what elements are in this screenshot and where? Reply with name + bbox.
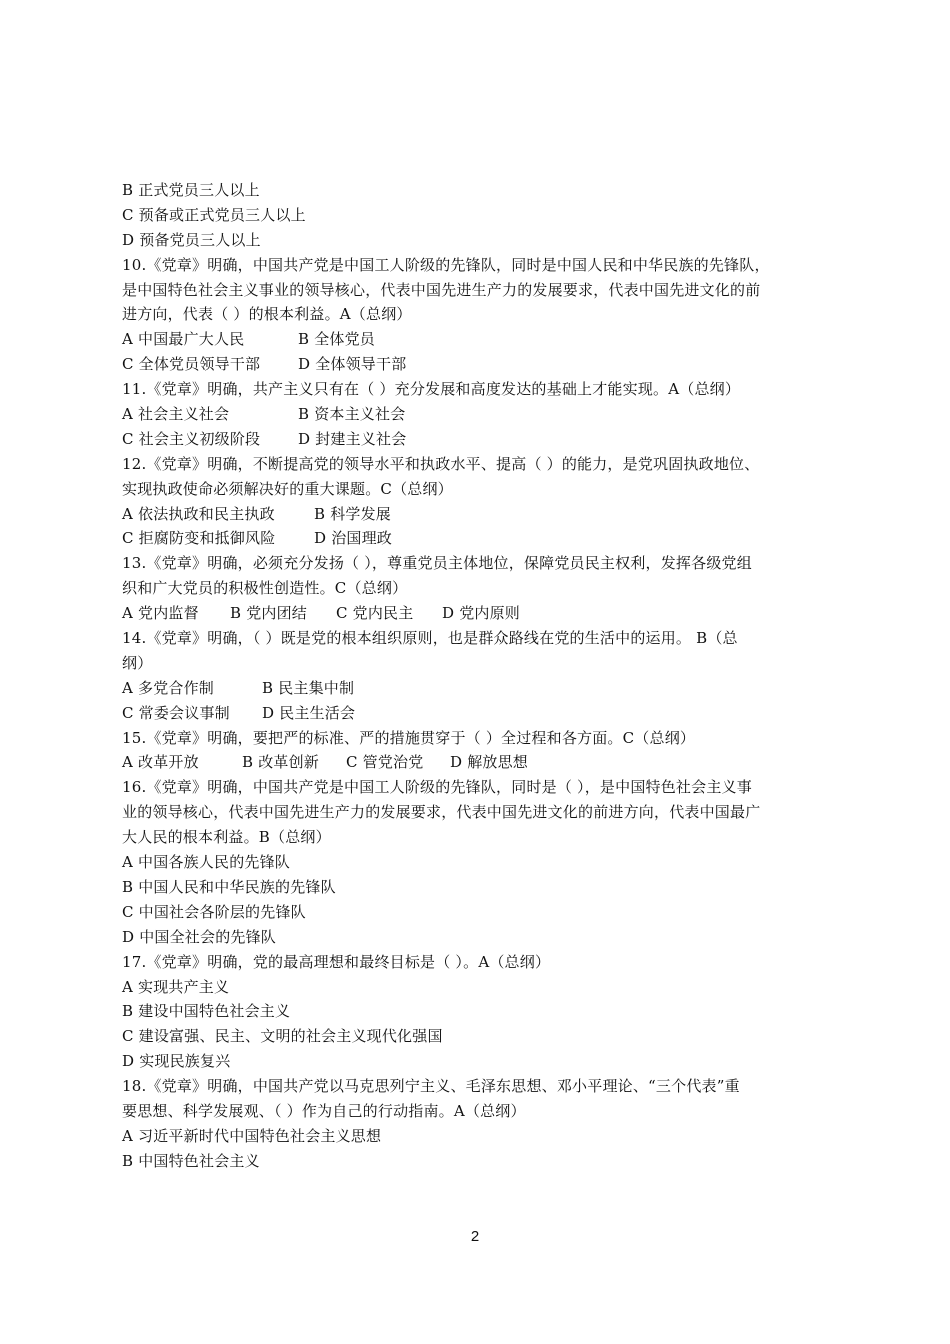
option-row	[122, 502, 832, 527]
question-text: 实现执政使命必须解决好的重大课题。C（总纲）	[122, 479, 453, 498]
question-text: 11.《党章》明确，共产主义只有在（ ）充分发展和高度发达的基础上才能实现。A（总纲）	[122, 380, 741, 399]
option-row	[122, 701, 832, 726]
option-row	[122, 402, 832, 427]
option-line: B 正式党员三人以上	[122, 181, 260, 199]
option-c: C 拒腐防变和抵御风险	[122, 529, 276, 548]
option-line: C 预备或正式党员三人以上	[122, 205, 306, 224]
option-c: C 常委会议事制	[122, 703, 230, 722]
option-row	[122, 676, 832, 701]
option-line: D 预备党员三人以上	[122, 230, 261, 249]
option-a: A 中国最广大人民	[122, 330, 245, 349]
question-text: 12.《党章》明确，不断提高党的领导水平和执政水平、提高（ ）的能力，是党巩固执政地位、	[122, 454, 760, 473]
option-c: C 社会主义初级阶段	[122, 429, 261, 448]
option-b: B 科学发展	[314, 504, 391, 523]
option-row	[122, 352, 832, 377]
question-text: 业的领导核心，代表中国先进生产力的发展要求，代表中国先进文化的前进方向，代表中国最广	[122, 803, 761, 822]
question-text: 16.《党章》明确，中国共产党是中国工人阶级的先锋队，同时是（ ），是中国特色社会主义事	[122, 778, 752, 797]
option-d: D 治国理政	[314, 529, 392, 548]
question-text: 13.《党章》明确，必须充分发扬（ ），尊重党员主体地位，保障党员民主权利，发挥各级党组	[122, 554, 752, 573]
option-d: D 解放思想	[450, 753, 528, 772]
question-text: 大人民的根本利益。B（总纲）	[122, 828, 331, 847]
option-a: A 社会主义社会	[122, 405, 230, 424]
option-a: A 多党合作制	[122, 678, 215, 697]
option-line: B 中国人民和中华民族的先锋队	[122, 877, 336, 896]
option-a: A 改革开放	[122, 753, 199, 772]
option-b: B 民主集中制	[262, 678, 355, 697]
option-line: C 中国社会各阶层的先锋队	[122, 902, 306, 921]
option-row	[122, 526, 832, 551]
option-row	[122, 750, 832, 775]
option-line: A 中国各族人民的先锋队	[122, 853, 291, 872]
option-d: D 全体领导干部	[298, 355, 407, 374]
option-line: B 中国特色社会主义	[122, 1151, 260, 1170]
option-a: A 党内监督	[122, 604, 199, 623]
option-line: D 中国全社会的先锋队	[122, 927, 276, 946]
option-row	[122, 601, 832, 626]
option-line: D 实现民族复兴	[122, 1052, 231, 1071]
option-b: B 全体党员	[298, 330, 375, 349]
question-text: 织和广大党员的积极性创造性。C（总纲）	[122, 579, 408, 598]
option-line: C 建设富强、民主、文明的社会主义现代化强国	[122, 1027, 443, 1046]
option-row	[122, 427, 832, 452]
option-c: C 全体党员领导干部	[122, 355, 261, 374]
question-text: 18.《党章》明确，中国共产党以马克思列宁主义、毛泽东思想、邓小平理论、“三个代表”重	[122, 1077, 740, 1096]
option-c: C 管党治党	[346, 753, 424, 772]
question-text: 10.《党章》明确，中国共产党是中国工人阶级的先锋队，同时是中国人民和中华民族的先锋队，	[122, 255, 770, 274]
option-line: A 习近平新时代中国特色社会主义思想	[122, 1126, 382, 1145]
option-b: B 党内团结	[230, 604, 307, 623]
document-body	[122, 178, 832, 1174]
option-b: B 资本主义社会	[298, 405, 406, 424]
question-text: 14.《党章》明确，（ ）既是党的根本组织原则，也是群众路线在党的生活中的运用。 B（总	[122, 629, 738, 648]
option-b: B 改革创新	[242, 753, 319, 772]
question-text: 17.《党章》明确，党的最高理想和最终目标是（ ）。A（总纲）	[122, 952, 551, 971]
page-number: 2	[470, 1228, 480, 1245]
question-text: 是中国特色社会主义事业的领导核心，代表中国先进生产力的发展要求，代表中国先进文化的前	[122, 280, 761, 299]
option-d: D 民主生活会	[262, 703, 356, 722]
question-text: 进方向，代表（ ）的根本利益。A（总纲）	[122, 305, 412, 324]
question-text: 纲）	[122, 653, 153, 672]
option-d: D 封建主义社会	[298, 429, 407, 448]
question-text: 15.《党章》明确，要把严的标准、严的措施贯穿于（ ）全过程和各方面。C（总纲）	[122, 728, 696, 747]
option-d: D 党内原则	[442, 604, 520, 623]
option-c: C 党内民主	[336, 604, 414, 623]
question-text: 要思想、科学发展观、（ ）作为自己的行动指南。A（总纲）	[122, 1101, 526, 1120]
option-a: A 依法执政和民主执政	[122, 504, 275, 523]
option-line: B 建设中国特色社会主义	[122, 1002, 291, 1021]
option-row	[122, 327, 832, 352]
option-line: A 实现共产主义	[122, 977, 230, 996]
